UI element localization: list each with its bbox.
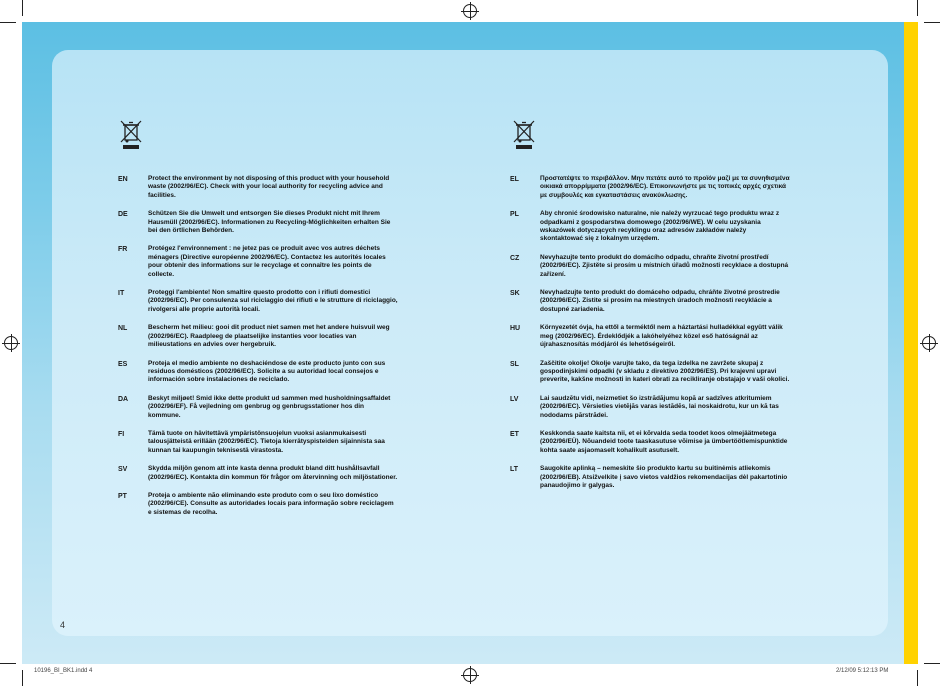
language-entry-sl	[510, 360, 790, 385]
disposal-notice: Skydda miljön genom att inte kasta denna produkt bland ditt hushållsavfall (2002/96/EC). Kontakta din kommun för frågor om återvinning och miljöstationer.	[148, 465, 398, 481]
language-code: EL	[510, 176, 519, 183]
language-entry-sk	[510, 289, 790, 314]
language-code: SL	[510, 360, 519, 368]
disposal-notice: Zaščitite okolje! Okolje varujte tako, da tega izdelka ne zavržete skupaj z gospodinjskimi odpadki (v skladu z direktivo 2002/96/ES). Pri krajevni upravi preverite, kakšne možnosti in kateri obrati za recikliranje obstajajo v vaši okolici.	[540, 359, 790, 384]
crop-mark	[0, 22, 16, 23]
disposal-notice: Saugokite aplinką – nemeskite šio produkto kartu su buitinėmis atliekomis (2002/96/EB). Atsižvelkite į savo vietos valdžios rekomendacijas dėl pakartotinio panaudojimo ir galygas.	[540, 465, 788, 489]
language-entry-hu	[510, 324, 790, 349]
language-entry-it	[118, 289, 398, 314]
page-number: 4	[60, 620, 66, 630]
language-code: PT	[118, 492, 127, 500]
language-entry-en	[118, 175, 398, 200]
language-entry-pt	[118, 492, 398, 517]
language-entry-cz	[510, 254, 790, 279]
language-entry-es	[118, 360, 398, 385]
slug-timestamp: 2/12/09 5:12:13 PM	[836, 668, 889, 674]
language-code: PL	[510, 211, 519, 219]
disposal-notice: Aby chronić środowisko naturalne, nie należy wyrzucać tego produktu wraz z odpadkami z gospodarstwa domowego (2002/96/WE). W celu uzyskania wskazówek dotyczących recyklingu oraz adresów zakładów należy skontaktować się z lokalnym urzędem.	[540, 210, 780, 243]
disposal-notice: Proteja o ambiente não eliminando este produto com o seu lixo doméstico (2002/96/CE). Consulte as autoridades locais para informação sobre reciclagem e sistemas de recolha.	[148, 491, 394, 516]
language-code: LT	[510, 466, 519, 474]
language-code: NL	[118, 325, 128, 333]
language-entry-el	[510, 175, 790, 200]
language-code: HU	[510, 325, 521, 333]
disposal-notice: Schützen Sie die Umwelt und entsorgen Sie dieses Produkt nicht mit Ihrem Hausmüll (2002/96/EC). Informationen zu Recycling-Möglichkeiten erhalten Sie bei den örtlichen Behörden.	[148, 210, 391, 235]
crossed-out-wheelie-bin-icon	[120, 120, 142, 150]
disposal-notice: Nevyhazujte tento produkt do domácího odpadu, chraňte životní prostředí (2002/96/EC). Zjistěte si prosím u místních úřadů možnosti recyklace a dostupná zařízení.	[540, 253, 789, 278]
language-code: IT	[118, 290, 125, 298]
disposal-notice: Tämä tuote on hävitettävä ympäristönsuojelun vuoksi asianmukaisesti talousjätteistä erillään (2002/96/EC). Tietoja kierrätyspisteiden sijainnista saa kunnan tai kaupungin teknisestä virastosta.	[148, 429, 385, 454]
language-entry-lt	[510, 465, 790, 490]
language-code: ES	[118, 360, 128, 368]
language-entry-fi	[118, 430, 398, 455]
disposal-notice: Keskkonda saate kaitsta nii, et ei kõrvalda seda toodet koos olmejäätmetega (2002/96/EÜ). Nõuandeid toote taaskasutuse võimise ja ümbertöötlemispunktide kohta saate asjaomaselt kohalikult asutuselt.	[540, 429, 788, 454]
language-entry-da	[118, 395, 398, 420]
language-entry-sv	[118, 465, 398, 482]
language-entry-de	[118, 210, 398, 235]
language-entry-nl	[118, 324, 398, 349]
slug-filename: 10196_BI_BK1.indd 4	[34, 668, 93, 674]
language-code: DA	[118, 395, 129, 403]
registration-mark-icon	[463, 4, 477, 18]
crop-mark	[22, 670, 23, 686]
language-code: DE	[118, 211, 128, 219]
crop-mark	[22, 0, 23, 16]
language-code: SV	[118, 466, 128, 474]
crop-mark	[917, 670, 918, 686]
crossed-out-wheelie-bin-icon	[513, 120, 535, 150]
disposal-notice: Beskyt miljøet! Smid ikke dette produkt ud sammen med husholdningsaffaldet (2002/96/EF). Få vejledning om genbrug og genbrugsstationer hos din kommune.	[148, 394, 391, 419]
disposal-notice: Προστατέψτε το περιβάλλον. Μην πετάτε αυτό το προϊόν μαζί με τα συνηθισμένα οικιακά απορρίμματα (2002/96/EC). Επικοινωνήστε με τις τοπικές αρχές σχετικά με συμβουλές και εγκαταστάσεις ανακύκλωσης.	[540, 175, 790, 199]
disposal-notice: Bescherm het milieu: gooi dit product niet samen met het andere huisvuil weg (2002/96/EC). Raadpleeg de plaatselijke instanties voor locaties van milieustations en advies over hergebruik.	[148, 324, 390, 349]
language-code: ET	[510, 430, 519, 438]
language-entry-et	[510, 430, 790, 455]
disposal-notice: Nevyhadzujte tento produkt do domáceho odpadu, chráňte životné prostredie (2002/96/EC). Zistite si prosím na miestnych úradoch možnosti recyklácie a dostupné zariadenia.	[540, 289, 780, 313]
disposal-notice: Proteja el medio ambiente no deshaciéndose de este producto junto con sus residuos domésticos (2002/96/EC). Solicite a su autoridad local consejos e información sobre instalaciones de reciclado.	[148, 359, 386, 384]
crop-mark	[924, 663, 940, 664]
crop-mark	[0, 663, 16, 664]
yellow-edge-strip	[904, 22, 918, 664]
language-entry-lv	[510, 395, 790, 420]
language-entry-pl	[510, 210, 790, 244]
disposal-notice: Proteggi l'ambiente! Non smaltire questo prodotto con i rifiuti domestici (2002/96/EC). Per consulenza sul riciclaggio dei rifiuti e le strutture di riciclaggio, rivolgersi alle proprie autorità locali.	[148, 289, 398, 313]
crop-mark	[917, 0, 918, 16]
left-language-column	[118, 175, 398, 527]
language-code: SK	[510, 290, 520, 298]
disposal-notice: Környezetét óvja, ha ettől a terméktől nem a háztartási hulladékkal együtt válik meg (2002/96/EC). Érdeklődjék a lakóhelyéhez közel eső hatóságnál az újrahasznosítás módjáról és lehetőségeiről.	[540, 324, 783, 349]
right-language-column	[510, 175, 790, 500]
disposal-notice: Protect the environment by not disposing of this product with your household waste (2002/96/EC). Check with your local authority for recycling advice and facilities.	[148, 175, 390, 199]
language-code: FR	[118, 246, 128, 254]
registration-mark-icon	[4, 336, 18, 350]
registration-mark-icon	[463, 668, 477, 682]
registration-mark-icon	[922, 336, 936, 350]
language-code: FI	[118, 430, 125, 438]
language-code: CZ	[510, 254, 520, 262]
crop-mark	[924, 22, 940, 23]
disposal-notice: Lai saudzētu vidi, neizmetiet šo izstrādājumu kopā ar sadzīves atkritumiem (2002/96/EC). Vērsieties vietējās varas iestādēs, lai noskaidrotu, kur un kā tas nododams pārstrādei.	[540, 394, 779, 419]
language-entry-fr	[118, 245, 398, 279]
language-code: LV	[510, 395, 519, 403]
disposal-notice: Protégez l'environnement : ne jetez pas ce produit avec vos autres déchets ménagers (Directive européenne 2002/96/EC). Contactez les autorités locales pour obtenir des informations sur le recyclage et connaître les points de collecte.	[148, 245, 386, 278]
language-code: EN	[118, 176, 128, 183]
